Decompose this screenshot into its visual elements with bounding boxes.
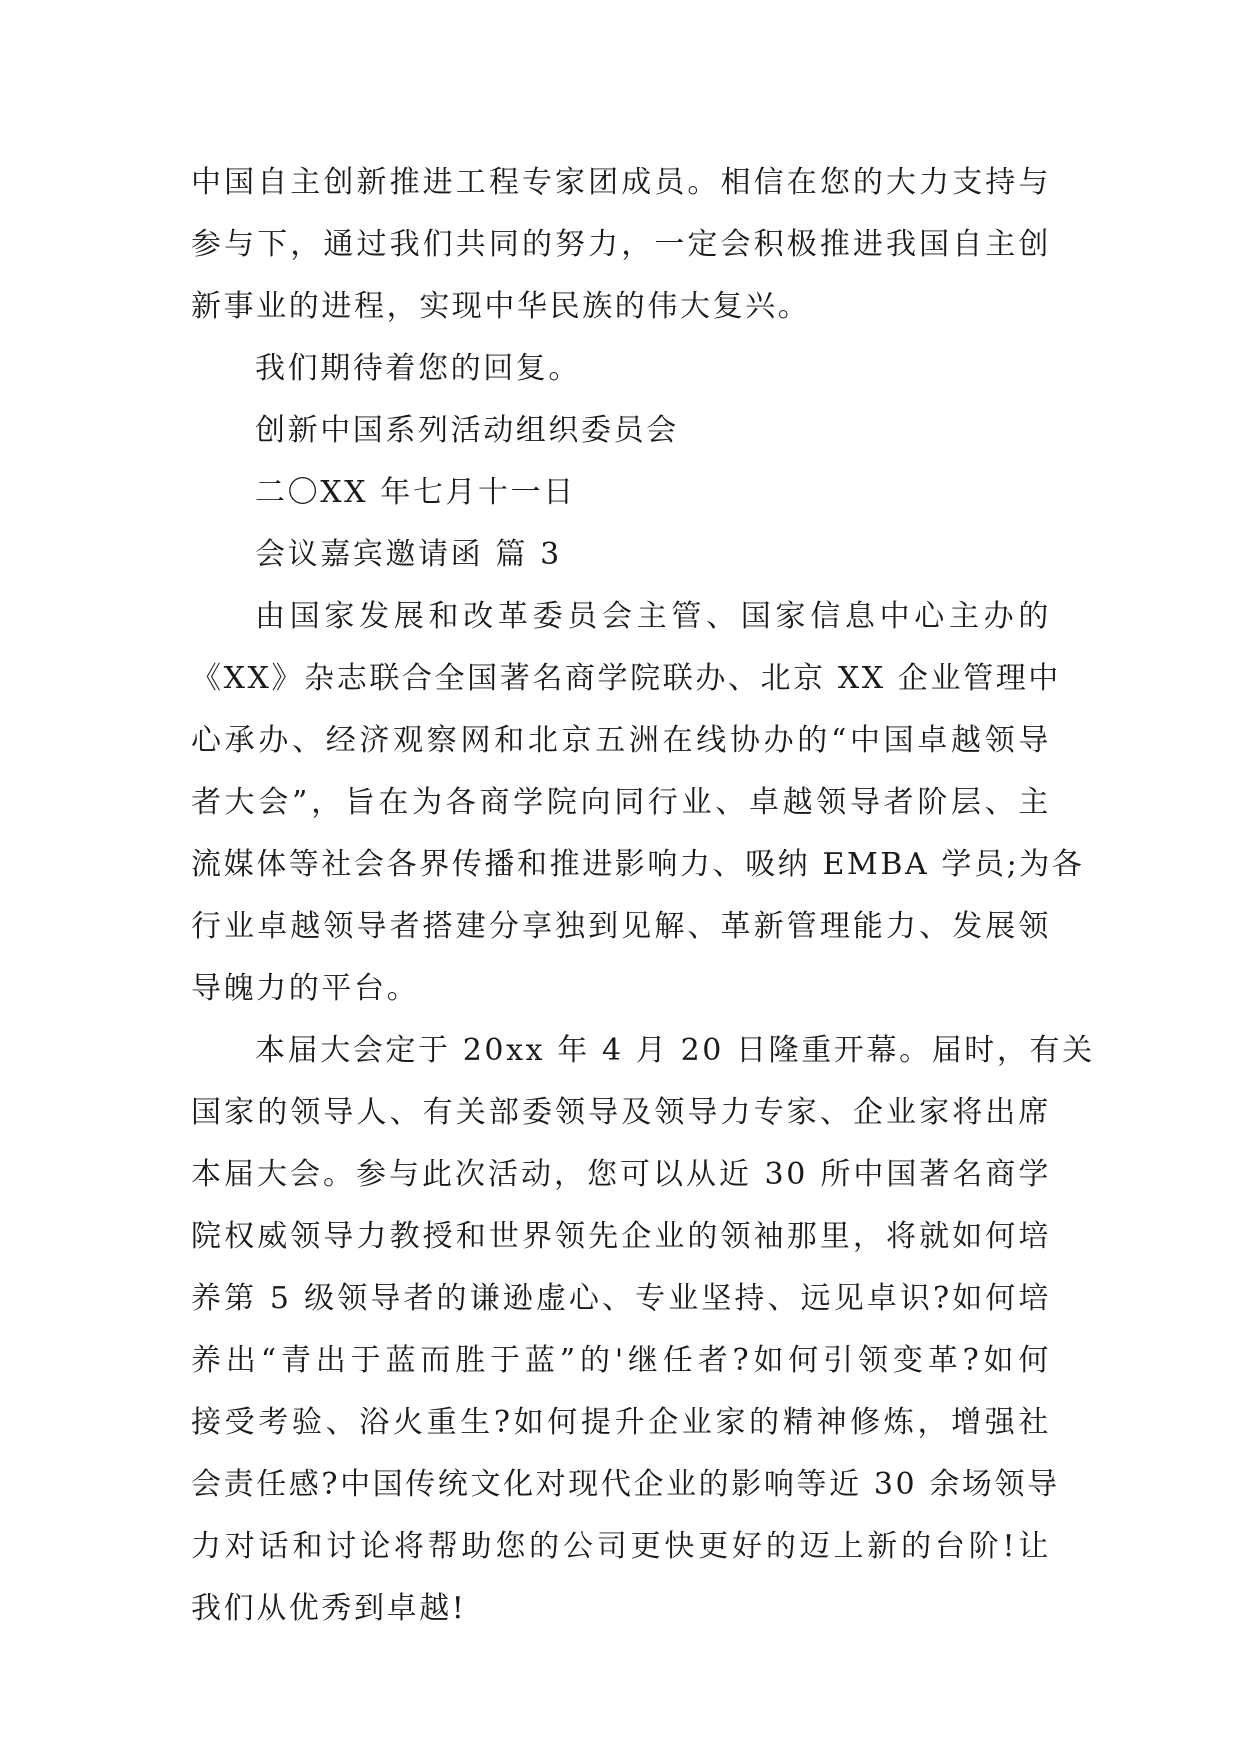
paragraph-1 — [191, 152, 1051, 338]
paragraph-line: 中国自主创新推进工程专家团成员。相信在您的大力支持与 — [191, 165, 1051, 200]
paragraph-line: 心承办、经济观察网和北京五洲在线协办的“中国卓越领导 — [191, 723, 1051, 758]
paragraph-line: 院权威领导力教授和世界领先企业的领袖那里，将就如何培 — [191, 1219, 1051, 1254]
paragraph-2 — [191, 586, 1085, 1020]
paragraph-line: 养第 5 级领导者的谦逊虚心、专业坚持、远见卓识?如何培 — [191, 1281, 1051, 1316]
paragraph-3 — [191, 1020, 1095, 1640]
paragraph-line: 国家的领导人、有关部委领导及领导力专家、企业家将出席 — [191, 1095, 1051, 1130]
paragraph-line: 养出“青出于蓝而胜于蓝”的'继任者?如何引领变革?如何 — [191, 1343, 1051, 1378]
paragraph-line: 《XX》杂志联合全国著名商学院联办、北京 XX 企业管理中 — [191, 661, 1061, 696]
paragraph-line: 导魄力的平台。 — [191, 971, 420, 1006]
paragraph-line: 本届大会。参与此次活动，您可以从近 30 所中国著名商学 — [191, 1157, 1051, 1192]
paragraph-line: 者大会”，旨在为各商学院向同行业、卓越领导者阶层、主 — [191, 785, 1051, 820]
paragraph-line: 本届大会定于 20xx 年 4 月 20 日隆重开幕。届时，有关 — [255, 1033, 1095, 1068]
paragraph-line: 新事业的进程，实现中华民族的伟大复兴。 — [191, 289, 811, 324]
closing-text: 我们期待着您的回复。 — [255, 351, 581, 386]
signature-text: 创新中国系列活动组织委员会 — [255, 413, 679, 448]
date-text: 二〇XX 年七月十一日 — [255, 475, 576, 510]
paragraph-line: 由国家发展和改革委员会主管、国家信息中心主办的 — [255, 599, 1051, 634]
paragraph-line: 流媒体等社会各界传播和推进影响力、吸纳 EMBA 学员;为各 — [191, 847, 1085, 882]
document-body — [191, 152, 1095, 1640]
paragraph-line: 力对话和讨论将帮助您的公司更快更好的迈上新的台阶!让 — [191, 1529, 1051, 1564]
paragraph-line: 行业卓越领导者搭建分享独到见解、革新管理能力、发展领 — [191, 909, 1051, 944]
paragraph-line: 我们从优秀到卓越! — [191, 1591, 467, 1626]
paragraph-line: 参与下，通过我们共同的努力，一定会积极推进我国自主创 — [191, 227, 1051, 262]
paragraph-line: 会责任感?中国传统文化对现代企业的影响等近 30 余场领导 — [191, 1467, 1060, 1502]
paragraph-line: 接受考验、浴火重生?如何提升企业家的精神修炼，增强社 — [191, 1405, 1051, 1440]
section-title: 会议嘉宾邀请函 篇 3 — [255, 537, 562, 572]
